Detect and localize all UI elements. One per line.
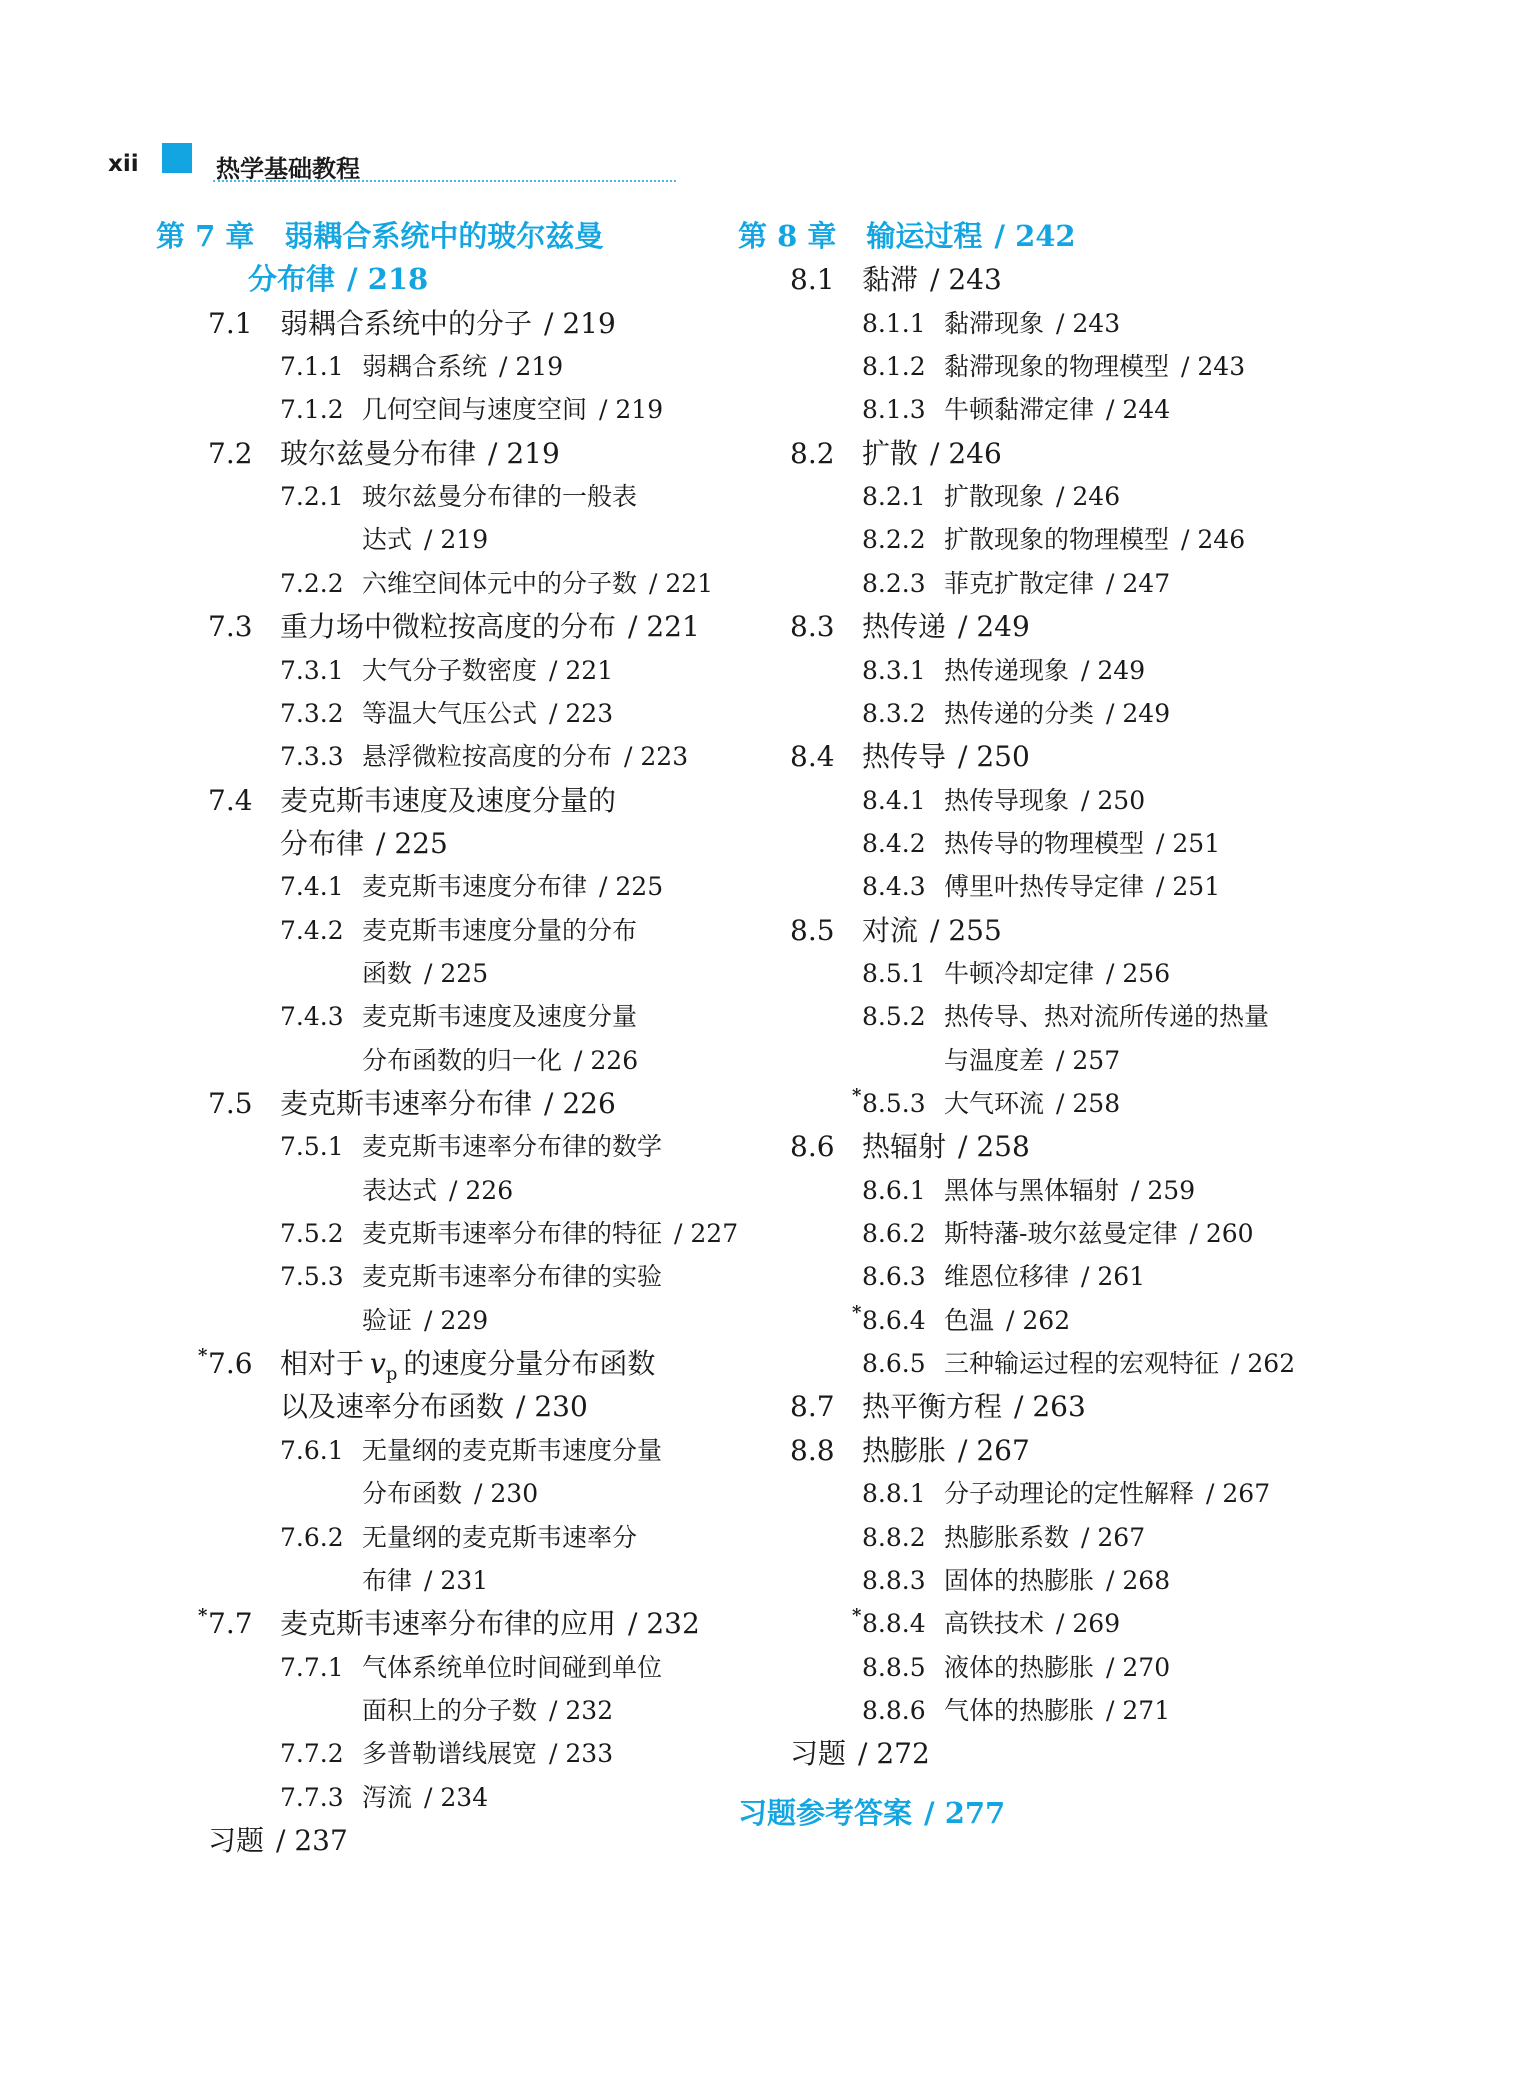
subsection-number: 8.2.3 xyxy=(862,568,926,598)
section-number: 8.8 xyxy=(790,1433,835,1467)
subsection-title: 牛顿黏滞定律 xyxy=(944,395,1095,425)
appendix-title: 习题参考答案 xyxy=(738,1795,913,1830)
subsection-title: 无量纲的麦克斯韦速度分量 xyxy=(362,1435,663,1465)
subsection-number: 7.1.1 xyxy=(280,352,344,382)
section-title: 热膨胀 xyxy=(862,1433,947,1467)
page-ref: / 234 xyxy=(424,1782,489,1812)
page-ref: / 246 xyxy=(930,436,1002,470)
page-ref: / 251 xyxy=(1156,828,1221,858)
chapter-title: 分布律 xyxy=(248,262,336,297)
page-ref: / 251 xyxy=(1156,872,1221,902)
subsection-number: 7.5.2 xyxy=(280,1219,344,1249)
chapter-heading xyxy=(738,215,1076,258)
section-title: 麦克斯韦速率分布律 xyxy=(280,1087,533,1120)
page-ref: / 249 xyxy=(1106,698,1171,728)
subsection-title: 气体的热膨胀 xyxy=(944,1695,1095,1725)
subsection-title: 函数 xyxy=(362,958,413,988)
page-ref: / 256 xyxy=(1106,958,1171,988)
subsection-number: 8.6.2 xyxy=(862,1219,926,1249)
page-ref: / 250 xyxy=(1081,785,1146,815)
page-ref: / 260 xyxy=(1189,1219,1254,1249)
section-title: 弱耦合系统中的分子 xyxy=(280,306,533,340)
page-ref: / 249 xyxy=(958,610,1030,644)
section-entry-cont xyxy=(280,1385,588,1428)
subsection-number: 8.4.1 xyxy=(862,785,926,815)
subsection-title: 六维空间体元中的分子数 xyxy=(362,568,638,598)
subsection-title: 扩散现象的物理模型 xyxy=(944,525,1170,555)
subsection-entry xyxy=(852,1602,1121,1645)
page-ref: / 267 xyxy=(958,1433,1030,1467)
page-ref: / 259 xyxy=(1131,1175,1196,1205)
page-ref: / 271 xyxy=(1106,1695,1171,1725)
subsection-number: 8.8.4 xyxy=(862,1609,926,1639)
subsection-number: 8.5.3 xyxy=(862,1089,926,1118)
section-entry xyxy=(208,779,616,822)
subsection-title: 黑体与黑体辐射 xyxy=(944,1175,1120,1205)
subsection-title: 验证 xyxy=(362,1305,413,1335)
subsection-title: 黏滞现象 xyxy=(944,308,1045,338)
page-ref: / 246 xyxy=(1181,525,1246,555)
page-header xyxy=(108,143,568,183)
subsection-number: 8.8.2 xyxy=(862,1522,926,1552)
subsection-entry xyxy=(862,1342,1295,1385)
subsection-title: 菲克扩散定律 xyxy=(944,568,1095,598)
subsection-entry xyxy=(862,1689,1170,1732)
exercises-entry xyxy=(208,1819,348,1862)
subsection-number: 7.7.1 xyxy=(280,1652,344,1682)
subsection-number: 7.3.3 xyxy=(280,742,344,772)
page-ref: / 269 xyxy=(1056,1609,1121,1639)
subsection-title: 大气环流 xyxy=(944,1089,1045,1118)
subsection-title: 分布函数的归一化 xyxy=(362,1045,563,1075)
section-entry xyxy=(790,258,1002,301)
page-ref: / 268 xyxy=(1106,1565,1171,1595)
page-ref: / 262 xyxy=(1231,1349,1296,1379)
subsection-title: 热传导的物理模型 xyxy=(944,828,1145,858)
subsection-entry-cont xyxy=(362,1559,488,1602)
page-ref: / 246 xyxy=(1056,482,1121,512)
subsection-entry xyxy=(852,1082,1121,1125)
subsection-number: 7.4.2 xyxy=(280,915,344,945)
page-ref: / 226 xyxy=(574,1045,639,1075)
subsection-number: 8.8.5 xyxy=(862,1652,926,1682)
subsection-title: 热传导、热对流所传递的热量 xyxy=(944,1002,1270,1032)
chapter-number: 第 7 章 xyxy=(156,219,255,253)
section-number: 8.2 xyxy=(790,436,835,470)
subsection-entry xyxy=(280,1646,662,1689)
subsection-entry xyxy=(280,995,637,1038)
subsection-title: 热传递现象 xyxy=(944,655,1070,685)
subsection-entry xyxy=(280,345,563,388)
section-title: 麦克斯韦速度及速度分量的 xyxy=(280,783,617,817)
page-ref: / 231 xyxy=(424,1565,489,1595)
page-ref: / 247 xyxy=(1106,568,1171,598)
page-ref: / 219 xyxy=(424,525,489,555)
subsection-entry xyxy=(862,865,1220,908)
page-ref: / 243 xyxy=(1181,352,1246,382)
subsection-number: 7.4.1 xyxy=(280,872,344,902)
subsection-entry xyxy=(862,995,1269,1038)
page-ref: / 249 xyxy=(1081,655,1146,685)
subsection-number: 8.6.5 xyxy=(862,1349,926,1379)
subsection-number: 8.2.2 xyxy=(862,525,926,555)
subsection-title: 傅里叶热传导定律 xyxy=(944,872,1145,902)
subsection-title: 麦克斯韦速率分布律的数学 xyxy=(362,1132,663,1162)
section-entry xyxy=(198,1342,656,1385)
subsection-number: 8.4.2 xyxy=(862,828,926,858)
subsection-entry xyxy=(280,865,663,908)
subsection-number: 8.6.3 xyxy=(862,1262,926,1292)
section-title: 以及速率分布函数 xyxy=(280,1390,505,1424)
section-number: 7.2 xyxy=(208,436,253,470)
subsection-title: 表达式 xyxy=(362,1175,438,1205)
subsection-entry-cont xyxy=(362,1299,488,1342)
page-ref: / 230 xyxy=(516,1390,588,1424)
subsection-entry-cont xyxy=(362,952,488,995)
section-title: 热平衡方程 xyxy=(862,1390,1003,1424)
page-ref: / 230 xyxy=(474,1479,539,1509)
subsection-entry xyxy=(862,1255,1145,1298)
subsection-entry xyxy=(280,1255,662,1298)
section-title: 热传递 xyxy=(862,610,947,644)
page-ref: / 243 xyxy=(1056,308,1121,338)
section-entry xyxy=(790,432,1002,475)
book-title: 热学基础教程 xyxy=(216,155,360,183)
subsection-entry xyxy=(862,388,1170,431)
subsection-title: 热膨胀系数 xyxy=(944,1522,1070,1552)
section-entry xyxy=(790,1429,1030,1472)
velocity-subscript: p xyxy=(385,1363,398,1385)
page-ref: / 242 xyxy=(994,219,1076,253)
section-title: 热传导 xyxy=(862,740,947,774)
subsection-entry xyxy=(862,1559,1170,1602)
section-entry xyxy=(208,1082,616,1125)
subsection-title: 气体系统单位时间碰到单位 xyxy=(362,1652,663,1682)
page-ref: / 237 xyxy=(276,1823,348,1857)
page-ref: / 267 xyxy=(1206,1479,1271,1509)
page-ref: / 227 xyxy=(674,1219,739,1249)
section-number: 7.5 xyxy=(208,1087,253,1120)
subsection-entry xyxy=(280,649,613,692)
subsection-entry xyxy=(280,692,613,735)
subsection-number: 7.3.2 xyxy=(280,698,344,728)
subsection-entry xyxy=(862,779,1145,822)
page-ref: / 225 xyxy=(599,872,664,902)
subsection-title: 等温大气压公式 xyxy=(362,698,538,728)
section-entry xyxy=(790,605,1030,648)
subsection-number: 7.6.1 xyxy=(280,1435,344,1465)
page-ref: / 226 xyxy=(544,1087,616,1120)
subsection-number: 8.3.1 xyxy=(862,655,926,685)
section-title: 扩散 xyxy=(862,436,919,470)
subsection-entry xyxy=(862,1212,1254,1255)
page-ref: / 221 xyxy=(649,568,714,598)
section-title: 相对于 xyxy=(280,1347,365,1381)
subsection-entry xyxy=(280,388,663,431)
section-entry xyxy=(790,1385,1086,1428)
section-title: 重力场中微粒按高度的分布 xyxy=(280,610,617,644)
section-number: 7.1 xyxy=(208,306,253,340)
subsection-title: 扩散现象 xyxy=(944,482,1045,512)
section-number: 8.4 xyxy=(790,740,835,774)
page-ref: / 244 xyxy=(1106,395,1171,425)
subsection-entry xyxy=(280,475,637,518)
subsection-title: 热传导现象 xyxy=(944,785,1070,815)
subsection-title: 液体的热膨胀 xyxy=(944,1652,1095,1682)
subsection-number: 7.1.2 xyxy=(280,395,344,425)
subsection-entry xyxy=(862,562,1170,605)
subsection-entry xyxy=(280,1516,637,1559)
page-ref: / 250 xyxy=(958,740,1030,774)
section-number: 8.3 xyxy=(790,610,835,644)
page-ref: / 219 xyxy=(544,306,616,340)
subsection-number: 7.4.3 xyxy=(280,1002,344,1032)
section-entry-cont xyxy=(280,822,448,865)
page-ref: / 219 xyxy=(599,395,664,425)
subsection-entry xyxy=(862,649,1145,692)
section-number: 7.6 xyxy=(208,1347,253,1381)
section-entry xyxy=(208,605,700,648)
subsection-title: 高铁技术 xyxy=(944,1609,1045,1639)
subsection-title: 麦克斯韦速度分布律 xyxy=(362,872,588,902)
subsection-number: 8.6.1 xyxy=(862,1175,926,1205)
section-entry xyxy=(790,909,1002,952)
section-number: 8.7 xyxy=(790,1390,835,1424)
subsection-number: 8.1.3 xyxy=(862,395,926,425)
page-ref: / 258 xyxy=(958,1130,1030,1164)
subsection-title: 玻尔兹曼分布律的一般表 xyxy=(362,482,638,512)
subsection-entry-cont xyxy=(362,1169,513,1212)
section-number: 8.6 xyxy=(790,1130,835,1164)
subsection-title: 分子动理论的定性解释 xyxy=(944,1479,1195,1509)
subsection-title: 大气分子数密度 xyxy=(362,655,538,685)
subsection-entry xyxy=(852,1299,1071,1342)
subsection-number: 7.3.1 xyxy=(280,655,344,685)
subsection-number: 8.5.2 xyxy=(862,1002,926,1032)
subsection-title: 麦克斯韦速率分布律的实验 xyxy=(362,1262,663,1292)
subsection-number: 7.7.3 xyxy=(280,1782,344,1812)
section-title: 对流 xyxy=(862,913,919,947)
subsection-entry-cont xyxy=(362,1689,613,1732)
section-number: 7.3 xyxy=(208,610,253,644)
page-ref: / 225 xyxy=(376,826,448,860)
section-entry xyxy=(790,1125,1030,1168)
subsection-title: 维恩位移律 xyxy=(944,1262,1070,1292)
subsection-title: 麦克斯韦速度及速度分量 xyxy=(362,1002,638,1032)
subsection-entry xyxy=(862,1169,1195,1212)
optional-mark: * xyxy=(198,1605,208,1627)
subsection-entry-cont xyxy=(362,1472,538,1515)
subsection-entry xyxy=(280,562,713,605)
exercises-title: 习题 xyxy=(790,1737,847,1771)
page-ref: / 221 xyxy=(628,610,700,644)
subsection-number: 8.5.1 xyxy=(862,958,926,988)
subsection-entry xyxy=(280,735,688,778)
page-ref: / 232 xyxy=(628,1607,700,1641)
subsection-title: 面积上的分子数 xyxy=(362,1695,538,1725)
subsection-number: 7.5.3 xyxy=(280,1262,344,1292)
section-title: 玻尔兹曼分布律 xyxy=(280,436,477,470)
subsection-entry xyxy=(862,1516,1145,1559)
header-square-icon xyxy=(162,143,192,173)
subsection-title: 三种输运过程的宏观特征 xyxy=(944,1349,1220,1379)
page-ref: / 257 xyxy=(1056,1045,1121,1075)
page-ref: / 262 xyxy=(1006,1305,1071,1335)
page-ref: / 272 xyxy=(858,1737,930,1771)
subsection-number: 8.3.2 xyxy=(862,698,926,728)
section-entry xyxy=(208,432,560,475)
section-title: 的速度分量分布函数 xyxy=(403,1347,656,1381)
page-ref: / 223 xyxy=(549,698,614,728)
subsection-title: 固体的热膨胀 xyxy=(944,1565,1095,1595)
page-ref: / 270 xyxy=(1106,1652,1171,1682)
page-ref: / 225 xyxy=(424,958,489,988)
section-number: 8.5 xyxy=(790,913,835,947)
subsection-number: 8.8.6 xyxy=(862,1695,926,1725)
page-ref: / 263 xyxy=(1014,1390,1086,1424)
exercises-entry xyxy=(790,1732,930,1775)
subsection-entry xyxy=(862,1646,1170,1689)
subsection-entry xyxy=(280,1732,613,1775)
optional-mark: * xyxy=(198,1345,208,1367)
subsection-number: 8.8.3 xyxy=(862,1565,926,1595)
subsection-number: 7.5.1 xyxy=(280,1132,344,1162)
page-ref: / 223 xyxy=(624,742,689,772)
page-ref: / 233 xyxy=(549,1739,614,1769)
subsection-entry-cont xyxy=(362,1039,638,1082)
section-entry xyxy=(208,302,616,345)
subsection-title: 几何空间与速度空间 xyxy=(362,395,588,425)
subsection-entry xyxy=(862,345,1245,388)
subsection-title: 黏滞现象的物理模型 xyxy=(944,352,1170,382)
subsection-entry xyxy=(862,518,1245,561)
subsection-title: 多普勒谱线展宽 xyxy=(362,1739,538,1769)
optional-mark: * xyxy=(852,1605,862,1627)
velocity-letter: v xyxy=(370,1347,386,1381)
subsection-entry xyxy=(862,952,1170,995)
section-title: 分布律 xyxy=(280,826,365,860)
page-ref: / 255 xyxy=(930,913,1002,947)
subsection-title: 麦克斯韦速度分量的分布 xyxy=(362,915,638,945)
subsection-number: 8.1.1 xyxy=(862,308,926,338)
page-ref: / 218 xyxy=(347,262,429,297)
subsection-number: 8.4.3 xyxy=(862,872,926,902)
subsection-entry xyxy=(862,475,1120,518)
subsection-number: 7.2.2 xyxy=(280,568,344,598)
section-entry xyxy=(198,1602,700,1645)
section-number: 7.7 xyxy=(208,1607,253,1641)
page-ref: / 277 xyxy=(924,1795,1006,1830)
page-ref: / 219 xyxy=(499,352,564,382)
velocity-symbol xyxy=(370,1347,398,1385)
subsection-entry-cont xyxy=(362,518,488,561)
subsection-number: 7.2.1 xyxy=(280,482,344,512)
subsection-entry xyxy=(862,302,1120,345)
page-ref: / 219 xyxy=(488,436,560,470)
answers-appendix-heading xyxy=(738,1792,1005,1835)
chapter-title: 弱耦合系统中的玻尔兹曼 xyxy=(284,219,604,253)
page-ref: / 267 xyxy=(1081,1522,1146,1552)
subsection-entry xyxy=(862,692,1170,735)
subsection-title: 达式 xyxy=(362,525,413,555)
chapter-title: 输运过程 xyxy=(866,219,983,253)
subsection-title: 分布函数 xyxy=(362,1479,463,1509)
page-ref: / 226 xyxy=(449,1175,514,1205)
subsection-title: 悬浮微粒按高度的分布 xyxy=(362,742,613,772)
subsection-title: 斯特藩-玻尔兹曼定律 xyxy=(944,1219,1178,1249)
subsection-title: 泻流 xyxy=(362,1782,413,1812)
header-dotted-rule xyxy=(213,180,676,182)
subsection-number: 7.7.2 xyxy=(280,1739,344,1769)
subsection-title: 布律 xyxy=(362,1565,413,1595)
section-entry xyxy=(790,735,1030,778)
section-number: 8.1 xyxy=(790,263,835,297)
exercises-title: 习题 xyxy=(208,1823,265,1857)
section-number: 7.4 xyxy=(208,783,253,817)
subsection-number: 8.2.1 xyxy=(862,482,926,512)
subsection-entry xyxy=(280,1212,738,1255)
subsection-entry xyxy=(280,1429,662,1472)
section-title: 热辐射 xyxy=(862,1130,947,1164)
chapter-heading-cont xyxy=(248,258,428,301)
subsection-number: 7.6.2 xyxy=(280,1522,344,1552)
chapter-number: 第 8 章 xyxy=(738,219,837,253)
optional-mark: * xyxy=(852,1085,862,1106)
page-ref: / 229 xyxy=(424,1305,489,1335)
section-title: 麦克斯韦速率分布律的应用 xyxy=(280,1607,617,1641)
subsection-title: 与温度差 xyxy=(944,1045,1045,1075)
page-number: xii xyxy=(108,151,139,177)
subsection-title: 热传递的分类 xyxy=(944,698,1095,728)
subsection-entry xyxy=(862,1472,1270,1515)
page-ref: / 258 xyxy=(1056,1089,1121,1118)
subsection-entry xyxy=(862,822,1220,865)
page-ref: / 261 xyxy=(1081,1262,1146,1292)
subsection-title: 色温 xyxy=(944,1305,995,1335)
subsection-number: 8.1.2 xyxy=(862,352,926,382)
subsection-title: 麦克斯韦速率分布律的特征 xyxy=(362,1219,663,1249)
subsection-title: 牛顿冷却定律 xyxy=(944,958,1095,988)
subsection-title: 弱耦合系统 xyxy=(362,352,488,382)
section-title: 黏滞 xyxy=(862,263,919,297)
subsection-entry xyxy=(280,1125,662,1168)
subsection-number: 8.8.1 xyxy=(862,1479,926,1509)
page-ref: / 221 xyxy=(549,655,614,685)
subsection-number: 8.6.4 xyxy=(862,1305,926,1335)
subsection-entry xyxy=(280,1776,488,1819)
chapter-heading xyxy=(156,215,603,258)
optional-mark: * xyxy=(852,1301,862,1323)
subsection-title: 无量纲的麦克斯韦速率分 xyxy=(362,1522,638,1552)
subsection-entry-cont xyxy=(944,1039,1120,1082)
subsection-entry xyxy=(280,909,637,952)
page-ref: / 232 xyxy=(549,1695,614,1725)
page-ref: / 243 xyxy=(930,263,1002,297)
